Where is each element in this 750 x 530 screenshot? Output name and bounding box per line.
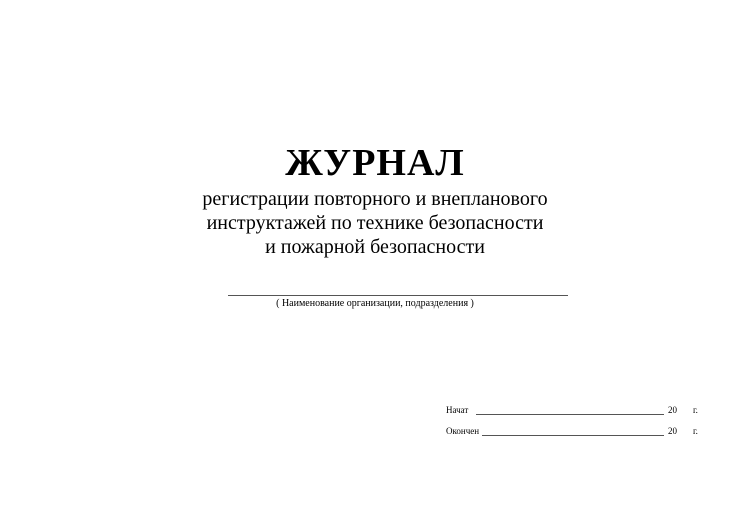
finished-date-row: [446, 424, 706, 438]
subtitle-line-1: регистрации повторного и внепланового: [202, 188, 548, 210]
started-century: 20: [668, 405, 677, 415]
finished-label: Окончен: [446, 426, 480, 436]
organization-blank-line: [228, 295, 568, 296]
started-year-suffix: г.: [693, 405, 698, 415]
finished-year-suffix: г.: [693, 426, 698, 436]
organization-caption: ( Наименование организации, подразделения ): [276, 298, 474, 309]
journal-subtitle: [0, 187, 750, 259]
subtitle-line-3: и пожарной безопасности: [265, 236, 485, 258]
started-date-blank-line: [476, 414, 664, 415]
journal-title: ЖУРНАЛ: [285, 142, 465, 184]
started-date-row: [446, 403, 706, 417]
started-label: Начат: [446, 405, 469, 415]
subtitle-line-2: инструктажей по технике безопасности: [206, 212, 544, 234]
finished-date-blank-line: [482, 435, 664, 436]
finished-century: 20: [668, 426, 677, 436]
